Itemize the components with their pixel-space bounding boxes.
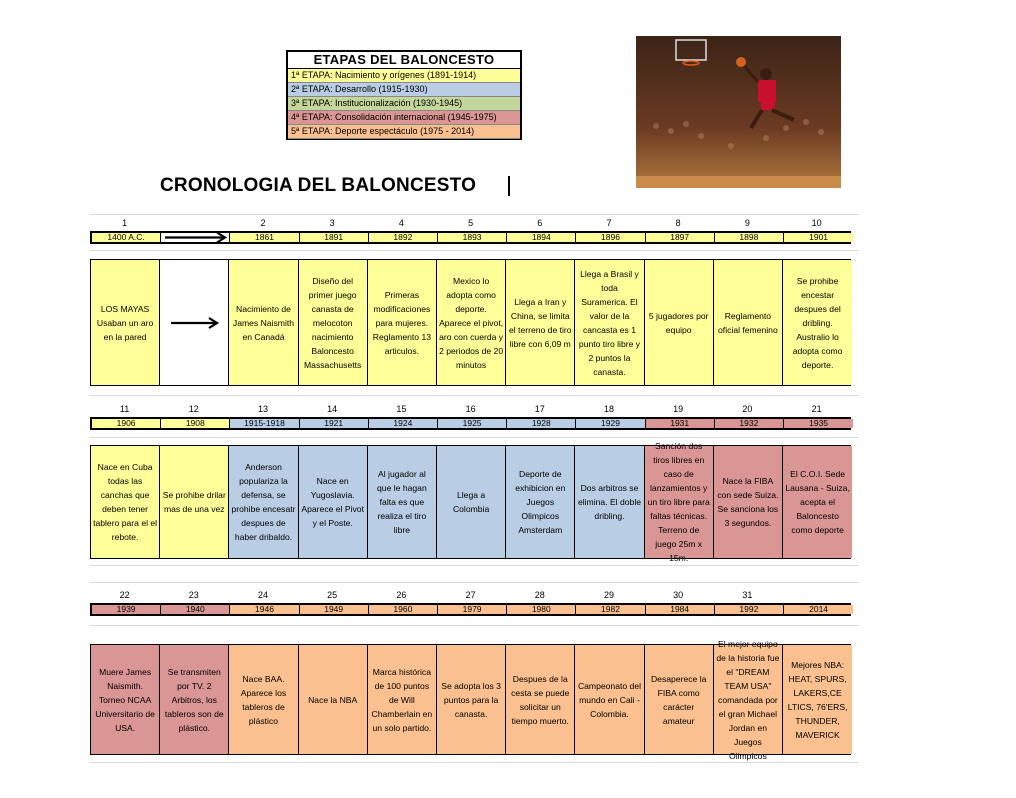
year-cell: 1908 [161,419,230,428]
event-description-text: Mexico lo adopta como deporte. Aparece el pivot, aro con cuerda y 2 periodos de 20 minutos [439,275,504,370]
year-cell: 1928 [507,419,576,428]
year-cell: 1982 [576,605,645,614]
event-description [506,446,575,558]
gridline [90,214,859,215]
event-description-text: Mejores NBA: HEAT, SPURS, LAKERS,CE LTICS, 76'ERS, THUNDER, MAVERICK [787,659,848,740]
gridline [90,565,859,566]
year-cell: 1894 [507,233,576,242]
event-number: 21 [811,404,822,414]
event-description-text: Se adopta los 3 puntos para la canasta. [441,680,501,719]
event-description-text: Muere James Naismith. Torneo NCAA Universitario de USA. [95,666,155,733]
event-number: 1 [122,218,128,228]
description-row-3 [90,638,851,761]
event-description [437,645,506,754]
year-bar-row-1 [90,231,851,244]
year-cell: 1925 [438,419,507,428]
event-number: 2 [260,218,266,228]
event-description-text: Desaperece la FIBA como carácter amateur [650,673,707,726]
year-cell: 1924 [369,419,438,428]
event-description-text: Reglamento oficial femenino [718,310,778,335]
year-cell: 1984 [646,605,715,614]
event-number: 26 [396,590,407,600]
event-description-text: Nace la FIBA con sede Suiza. Se sanciona los 3 segundos. [717,476,779,528]
gridline [90,250,859,251]
gridline [90,437,859,438]
event-description [91,260,160,385]
year-cell: 1891 [300,233,369,242]
year-cell: 1932 [715,419,784,428]
event-description-text: El C.O.I. Sede Lausana - Suiza, acepta el Baloncesto como deporte [785,469,850,535]
event-description [506,645,575,754]
gridline [90,395,859,396]
event-number: 4 [398,218,404,228]
event-number: 20 [742,404,753,414]
event-number: 28 [534,590,545,600]
year-cell: 1897 [646,233,715,242]
gridline [90,625,859,626]
year-cell: 1906 [92,419,161,428]
year-cell [161,233,230,242]
event-description [299,645,368,754]
year-cell: 1901 [784,233,853,242]
event-number: 29 [603,590,614,600]
year-cell: 1400 A.C. [92,233,161,242]
event-description-text: Llega a Colombia [452,490,490,514]
event-number: 10 [811,218,822,228]
legend-stage-3: 3ª ETAPA: Institucionalización (1930-1945) [288,97,520,111]
event-description-text: LOS MAYAS Usaban un aro en la pared [96,303,154,342]
year-bar-row-2 [90,417,851,430]
event-description [437,446,506,558]
event-description [368,260,437,385]
event-description [160,446,229,558]
event-description [714,260,783,385]
event-number: 8 [675,218,681,228]
event-description-text: Se prohibe drilar mas de una vez [162,490,226,514]
year-cell: 1896 [576,233,645,242]
event-number: 23 [188,590,199,600]
year-cell: 1940 [161,605,230,614]
year-cell: 1892 [369,233,438,242]
event-number: 19 [673,404,684,414]
year-bar-row-3 [90,603,851,616]
event-number: 27 [465,590,476,600]
legend-title: ETAPAS DEL BALONCESTO [288,52,520,69]
year-cell: 1946 [230,605,299,614]
event-description-text: Nace en Cuba todas las canchas que deben tener tablero para el el rebote. [93,462,158,542]
stages-legend [286,50,522,140]
year-cell: 1861 [230,233,299,242]
event-description-text: Deporte de exhibicion en Juegos Olimpicos Amsterdam [515,469,566,535]
event-description-text: El mejor equipo de la historia fue el "DREAM TEAM USA" comandada por el gran Michael Jordan en Juegos Olimpicos [716,638,780,761]
event-number: 18 [603,404,614,414]
page-title: CRONOLOGIA DEL BALONCESTO [160,175,477,196]
event-number: 22 [119,590,130,600]
gridline [90,582,859,583]
legend-stage-5: 5ª ETAPA: Deporte espectáculo (1975 - 2014) [288,125,520,139]
event-number: 16 [465,404,476,414]
event-number: 7 [606,218,612,228]
year-cell: 2014 [784,605,853,614]
event-description-text: Se transmiten por TV. 2 Arbitros, los tableros son de plástico. [164,666,224,733]
event-description [645,441,714,563]
legend-stage-2: 2ª ETAPA: Desarrollo (1915-1930) [288,83,520,97]
event-number: 30 [673,590,684,600]
event-number: 25 [327,590,338,600]
year-cell: 1980 [507,605,576,614]
event-number: 9 [744,218,750,228]
event-description-text: 5 jugadores por equipo [648,310,709,335]
event-number: 3 [329,218,335,228]
year-cell: 1898 [715,233,784,242]
year-cell: 1960 [369,605,438,614]
basketball-dunk-photo [636,36,841,188]
event-number: 11 [119,404,130,414]
year-cell: 1935 [784,419,853,428]
event-number [159,218,228,229]
event-description [645,645,714,754]
event-description-text: Marca histórica de 100 puntos de Will Chamberlain en un solo partido. [371,666,433,733]
event-description [160,645,229,754]
event-description [575,446,644,558]
event-description [299,260,368,385]
description-row-1 [90,259,851,386]
event-description-text: Nace la NBA [308,694,358,705]
event-description [506,260,575,385]
event-number: 13 [257,404,268,414]
year-cell: 1915-1918 [230,419,299,428]
event-description [645,260,714,385]
event-description-text: Despues de la cesta se puede solicitar un tiempo muerto. [511,673,570,726]
legend-stage-4: 4ª ETAPA: Consolidación internacional (1945-1975) [288,111,520,125]
event-number: 14 [327,404,338,414]
event-description [783,260,852,385]
event-description [783,446,852,558]
year-cell: 1939 [92,605,161,614]
event-description [229,446,298,558]
event-number: 12 [188,404,199,414]
event-number: 24 [257,590,268,600]
year-cell: 1992 [715,605,784,614]
event-description-text: Llega a Brasil y toda Suramerica. El valor de la cancasta es 1 punto tiro libre y 2 puntos la canasta. [578,268,641,377]
event-description-text: Anderson populariza la defensa, se prohibe encesatr despues de haber dribaldo. [231,462,296,542]
event-description [91,645,160,754]
event-description-text: Diseño del primer juego canasta de melocoton nacimiento Baloncesto Massachusetts [304,275,362,370]
event-number: 17 [534,404,545,414]
year-cell: 1893 [438,233,507,242]
year-cell: 1921 [300,419,369,428]
event-number: 31 [742,590,753,600]
event-description-text: Dos arbitros se elimina. El doble dribling. [577,483,642,521]
event-description [368,645,437,754]
event-description-text: Primeras modificaciones para mujeres. Reglamento 13 articulos. [372,289,432,356]
event-description-text: Nace BAA. Aparece los tableros de plástico [240,673,287,726]
event-description-text: Nacimiento de James Naismith en Canadá [232,303,295,342]
event-description [575,260,644,385]
event-description [575,645,644,754]
event-description-text: Llega a Iran y China, se limita el terreno de tiro libre con 6,09 m [508,296,572,349]
year-cell: 1949 [300,605,369,614]
event-number: 6 [537,218,543,228]
event-description [368,446,437,558]
event-number: 15 [396,404,407,414]
event-description [160,260,229,385]
description-row-2 [90,441,851,563]
arrow-right-icon [167,313,222,333]
event-number: 5 [468,218,474,228]
event-description-text: Nace en Yugoslavia. Aparece el Pivot y el Poste. [301,476,364,528]
arrow-right-icon [161,233,230,242]
event-description [783,645,852,754]
event-description-text: Sanción dos tiros libres en caso de lanzamientos y un tiro libre para faltas técnicas. Terreno de juego 25m x 15m. [647,441,710,563]
year-cell: 1929 [576,419,645,428]
event-description [229,645,298,754]
legend-stage-1: 1ª ETAPA: Nacimiento y orígenes (1891-1914) [288,69,520,83]
event-number [782,590,851,601]
title-divider [508,176,510,196]
event-description [229,260,298,385]
event-description [714,446,783,558]
event-description [714,638,783,761]
year-cell: 1931 [646,419,715,428]
event-description [299,446,368,558]
event-description-text: Campeonato del mundo en Cali - Colombia. [577,680,642,719]
event-description [91,446,160,558]
event-description-text: Al jugador al que le hagan falta es que realiza el tiro libre [377,469,427,535]
dunk-photo-illustration [636,36,841,188]
event-description-text: Se prohibe encestar despues del dribling. Australio lo adopta como deporte. [792,275,843,370]
year-cell: 1979 [438,605,507,614]
event-description [437,260,506,385]
